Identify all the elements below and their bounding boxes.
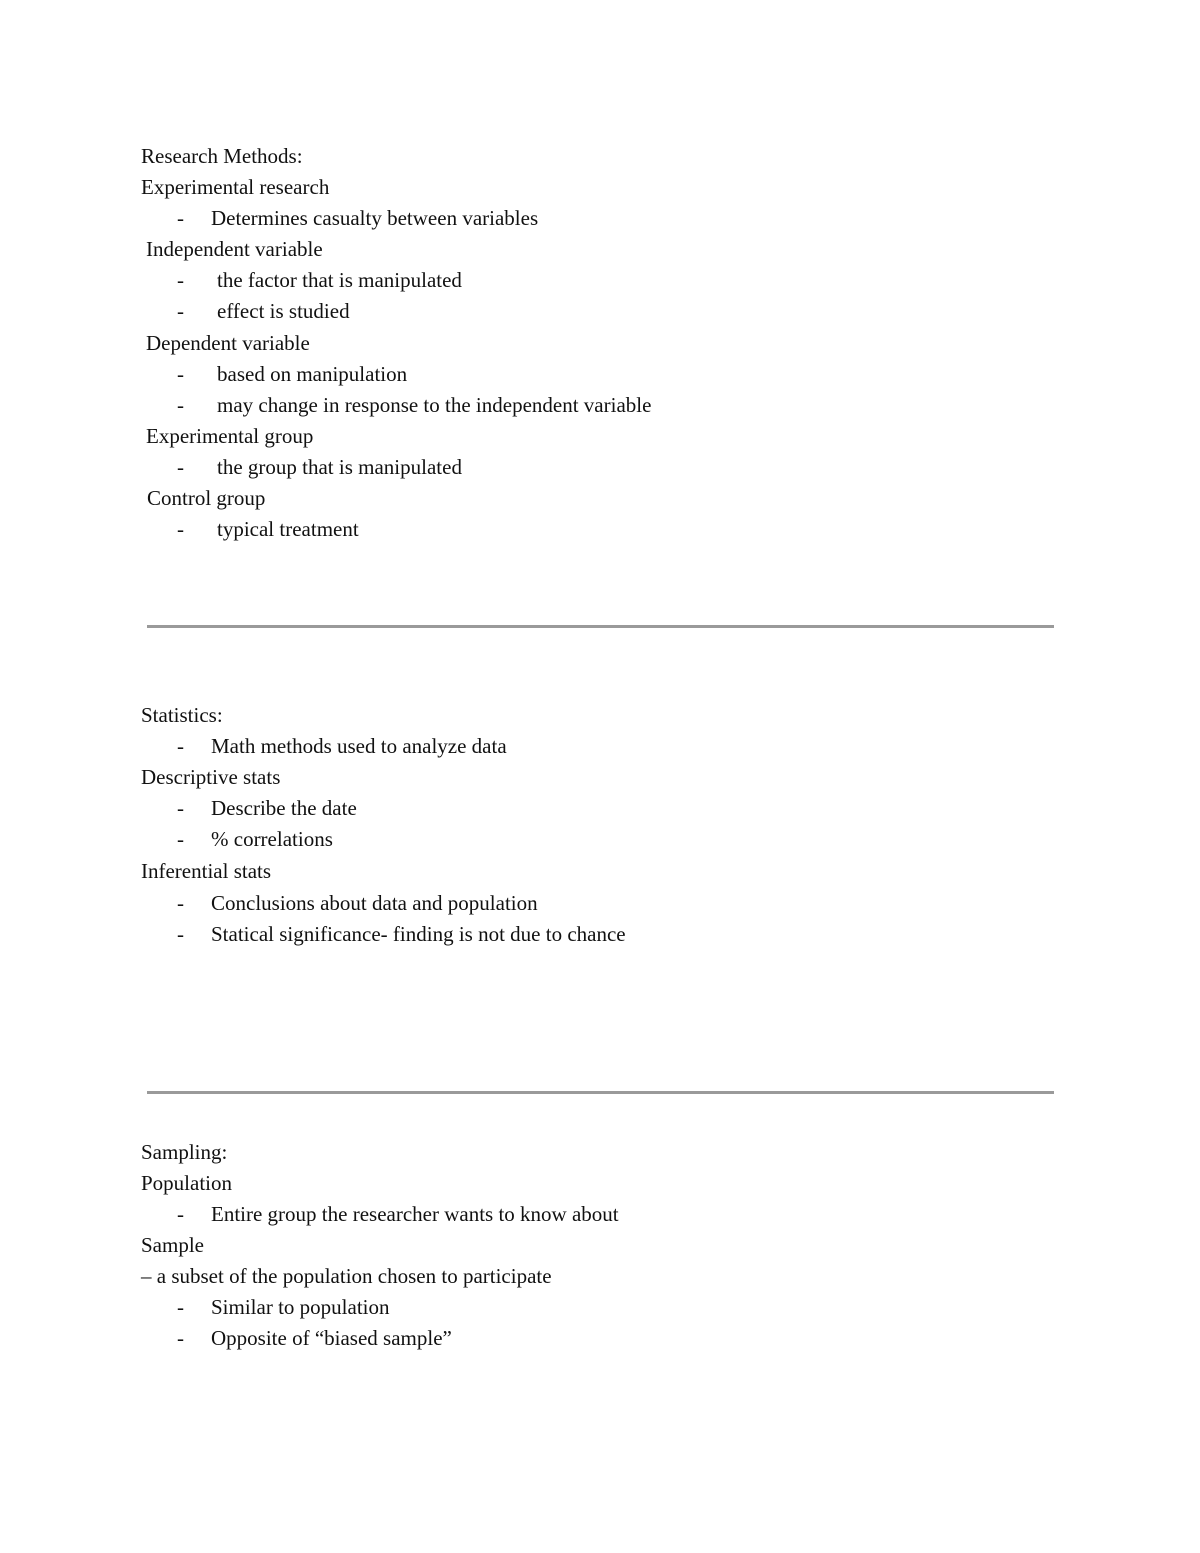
heading-sample: Sample <box>141 1233 204 1257</box>
heading-inferential-stats: Inferential stats <box>141 859 272 883</box>
bullet-marker: - <box>177 362 184 386</box>
bullet-marker: - <box>177 517 184 541</box>
bullet-item: Conclusions about data and population <box>211 891 538 915</box>
bullet-marker: - <box>177 734 184 758</box>
bullet-marker: - <box>177 922 184 946</box>
heading-descriptive-stats: Descriptive stats <box>141 765 281 789</box>
bullet-item: Statical significance- finding is not due to chance <box>211 922 626 946</box>
bullet-item: Describe the date <box>211 796 357 820</box>
bullet-item: effect is studied <box>217 299 350 323</box>
bullet-item: Similar to population <box>211 1295 390 1319</box>
heading-experimental-research: Experimental research <box>141 175 330 199</box>
bullet-marker: - <box>177 827 184 851</box>
bullet-marker: - <box>177 796 184 820</box>
heading-independent-variable: Independent variable <box>146 237 323 261</box>
heading-experimental-group: Experimental group <box>146 424 314 448</box>
bullet-marker: - <box>177 1326 184 1350</box>
bullet-item: Determines casualty between variables <box>211 206 539 230</box>
bullet-item: Opposite of “biased sample” <box>211 1326 452 1350</box>
bullet-marker: - <box>177 891 184 915</box>
bullet-item: the group that is manipulated <box>217 455 462 479</box>
bullet-item: Math methods used to analyze data <box>211 734 507 758</box>
bullet-marker: - <box>177 299 184 323</box>
bullet-item: typical treatment <box>217 517 359 541</box>
section-title-research-methods: Research Methods: <box>141 144 303 168</box>
bullet-marker: - <box>177 1295 184 1319</box>
heading-dependent-variable: Dependent variable <box>146 331 310 355</box>
bullet-marker: - <box>177 455 184 479</box>
bullet-item: based on manipulation <box>217 362 408 386</box>
section-title-sampling: Sampling: <box>141 1140 228 1164</box>
bullet-marker: - <box>177 268 184 292</box>
sample-definition: – a subset of the population chosen to participate <box>141 1264 552 1288</box>
bullet-item: the factor that is manipulated <box>217 268 462 292</box>
bullet-marker: - <box>177 393 184 417</box>
bullet-marker: - <box>177 206 184 230</box>
horizontal-divider <box>147 1091 1054 1094</box>
section-title-statistics: Statistics: <box>141 703 223 727</box>
horizontal-divider <box>147 625 1054 628</box>
heading-population: Population <box>141 1171 233 1195</box>
bullet-item: % correlations <box>211 827 333 851</box>
bullet-item: may change in response to the independent variable <box>217 393 652 417</box>
heading-control-group: Control group <box>147 486 266 510</box>
bullet-marker: - <box>177 1202 184 1226</box>
bullet-item: Entire group the researcher wants to know about <box>211 1202 619 1226</box>
